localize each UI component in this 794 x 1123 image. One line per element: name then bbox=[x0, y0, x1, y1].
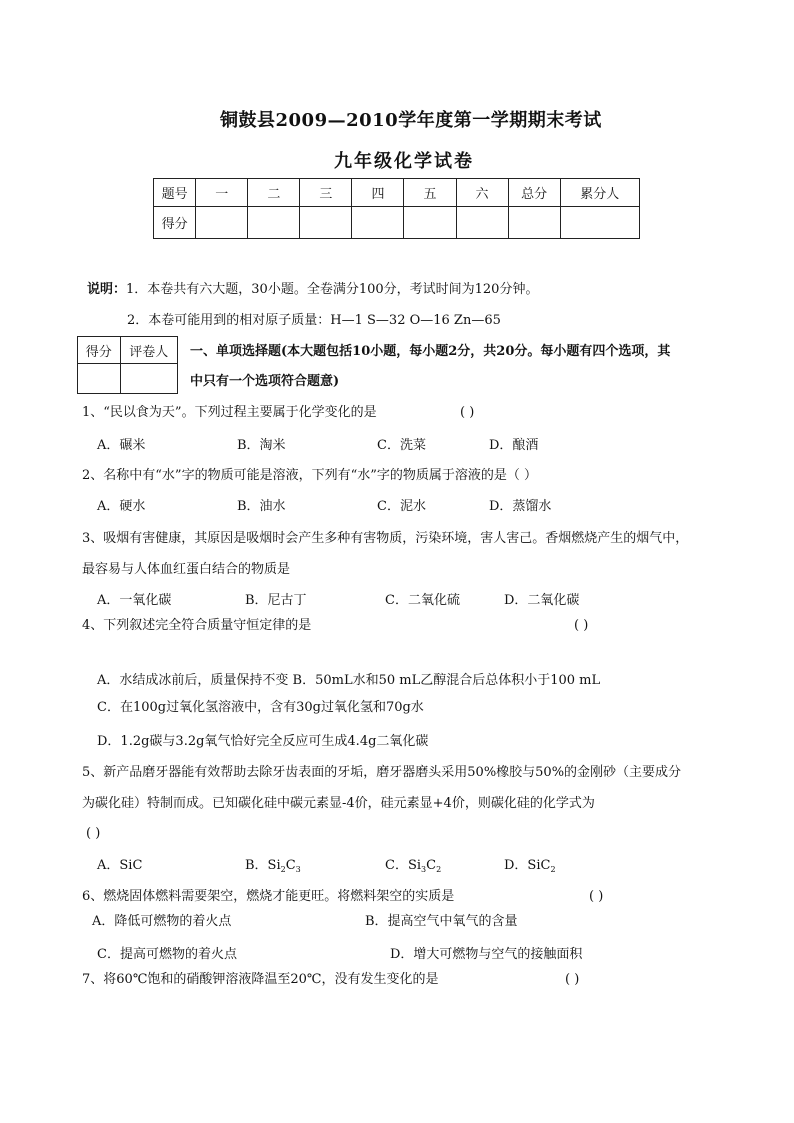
q4-stem: 4、下列叙述完全符合质量守恒定律的是 bbox=[82, 618, 312, 633]
notes-label: 说明： bbox=[87, 282, 127, 297]
score-input-cell[interactable] bbox=[248, 207, 300, 239]
q5-option-c: C．$Si_3C_2$ bbox=[385, 858, 442, 874]
score-input-cell[interactable] bbox=[456, 207, 508, 239]
score-input-cell[interactable] bbox=[196, 207, 248, 239]
q1-option-d: D．酿酒 bbox=[489, 438, 539, 453]
score-header-cell: 六 bbox=[456, 179, 508, 207]
notes-line-2: 2．本卷可能用到的相对原子质量：H—1 S—32 O—16 Zn—65 bbox=[127, 313, 501, 328]
q4-option-d: D．1.2g碳与3.2g氧气恰好完全反应可生成4.4g二氧化碳 bbox=[97, 734, 429, 749]
score-header-cell: 一 bbox=[196, 179, 248, 207]
grader-name-cell[interactable] bbox=[120, 364, 177, 394]
q2-stem: 2、名称中有“水”字的物质可能是溶液，下列有“水”字的物质属于溶液的是（ ） bbox=[82, 468, 537, 483]
q4-option-ab: A．水结成冰前后，质量保持不变 B．50mL水和50 mL乙醇混合后总体积小于100 mL bbox=[97, 673, 601, 688]
q7-answer-blank[interactable]: ( ) bbox=[565, 972, 580, 987]
notes-text-1: 1．本卷共有六大题，30小题。全卷满分100分，考试时间为120分钟。 bbox=[126, 282, 539, 297]
score-header-cell: 五 bbox=[404, 179, 456, 207]
exam-title: 铜鼓县2009—2010学年度第一学期期末考试 bbox=[220, 110, 602, 131]
score-header-cell: 二 bbox=[248, 179, 300, 207]
q5-stem-line2: 为碳化硅）特制而成。已知碳化硅中碳元素显-4价，硅元素显+4价，则碳化硅的化学式为 bbox=[82, 796, 595, 811]
q5-stem-line1: 5、新产品磨牙器能有效帮助去除牙齿表面的牙垢，磨牙器磨头采用50%橡胶与50%的金刚砂（主要成分 bbox=[82, 765, 682, 780]
score-input-cell[interactable] bbox=[404, 207, 456, 239]
q6-option-c: C．提高可燃物的着火点 bbox=[97, 947, 237, 962]
q5-option-a: A．SiC bbox=[97, 858, 143, 873]
q3-option-c: C．二氧化硫 bbox=[385, 593, 460, 608]
score-input-cell[interactable] bbox=[300, 207, 352, 239]
score-header-cell: 三 bbox=[300, 179, 352, 207]
q4-answer-blank[interactable]: ( ) bbox=[574, 618, 589, 633]
q2-option-a: A．硬水 bbox=[97, 499, 146, 514]
grader-table bbox=[77, 336, 178, 394]
q6-option-d: D．增大可燃物与空气的接触面积 bbox=[390, 947, 583, 962]
q7-stem: 7、将60℃饱和的硝酸钾溶液降温至20℃，没有发生变化的是 bbox=[82, 972, 439, 987]
score-input-cell[interactable] bbox=[560, 207, 639, 239]
q2-option-d: D．蒸馏水 bbox=[489, 499, 552, 514]
q4-option-c: C．在100g过氧化氢溶液中，含有30g过氧化氢和70g水 bbox=[97, 700, 424, 715]
q1-option-b: B．淘米 bbox=[237, 438, 286, 453]
q3-stem-line2: 最容易与人体血红蛋白结合的物质是 bbox=[82, 562, 291, 577]
score-table bbox=[153, 178, 640, 239]
score-header-cell: 总分 bbox=[508, 179, 560, 207]
q5-option-d: D．SiC$_2$ bbox=[504, 858, 556, 874]
score-input-cell[interactable] bbox=[508, 207, 560, 239]
score-header-cell: 四 bbox=[352, 179, 404, 207]
score-header-cell: 题号 bbox=[154, 179, 196, 207]
q1-stem: 1、“民以食为天”。下列过程主要属于化学变化的是 bbox=[82, 405, 377, 420]
q6-option-a: A．降低可燃物的着火点 bbox=[92, 914, 232, 929]
q3-option-a: A．一氧化碳 bbox=[97, 593, 172, 608]
q5-option-b: B．$Si_2C_3$ bbox=[245, 858, 301, 874]
q1-option-a: A．碾米 bbox=[97, 438, 146, 453]
notes-line-1 bbox=[87, 282, 538, 298]
q3-stem-line1: 3、吸烟有害健康，其原因是吸烟时会产生多种有害物质，污染环境，害人害己。香烟燃烧产生的烟气中， bbox=[82, 531, 689, 546]
q2-option-c: C．泥水 bbox=[377, 499, 426, 514]
q3-option-d: D．二氧化碳 bbox=[504, 593, 580, 608]
grader-score-label: 得分 bbox=[78, 337, 121, 364]
score-input-cell[interactable] bbox=[352, 207, 404, 239]
score-table-header-row bbox=[154, 179, 640, 207]
q1-answer-blank[interactable]: ( ) bbox=[460, 405, 475, 420]
q6-answer-blank[interactable]: ( ) bbox=[589, 889, 604, 904]
section1-heading-line1: 一、单项选择题(本大题包括10小题，每小题2分，共20分。每小题有四个选项，其 bbox=[190, 344, 671, 359]
grader-name-label: 评卷人 bbox=[120, 337, 177, 364]
grader-score-cell[interactable] bbox=[78, 364, 121, 394]
q3-option-b: B．尼古丁 bbox=[245, 593, 307, 608]
q2-option-b: B．油水 bbox=[237, 499, 286, 514]
score-row-label: 得分 bbox=[154, 207, 196, 239]
exam-subtitle: 九年级化学试卷 bbox=[334, 151, 474, 172]
q5-answer-blank[interactable]: ( ) bbox=[86, 826, 101, 841]
q6-option-b: B．提高空气中氧气的含量 bbox=[365, 914, 518, 929]
score-header-cell: 累分人 bbox=[560, 179, 639, 207]
q1-option-c: C．洗菜 bbox=[377, 438, 426, 453]
q6-stem: 6、燃烧固体燃料需要架空，燃烧才能更旺。将燃料架空的实质是 bbox=[82, 889, 455, 904]
section1-heading-line2: 中只有一个选项符合题意) bbox=[190, 374, 340, 389]
score-table-score-row bbox=[154, 207, 640, 239]
